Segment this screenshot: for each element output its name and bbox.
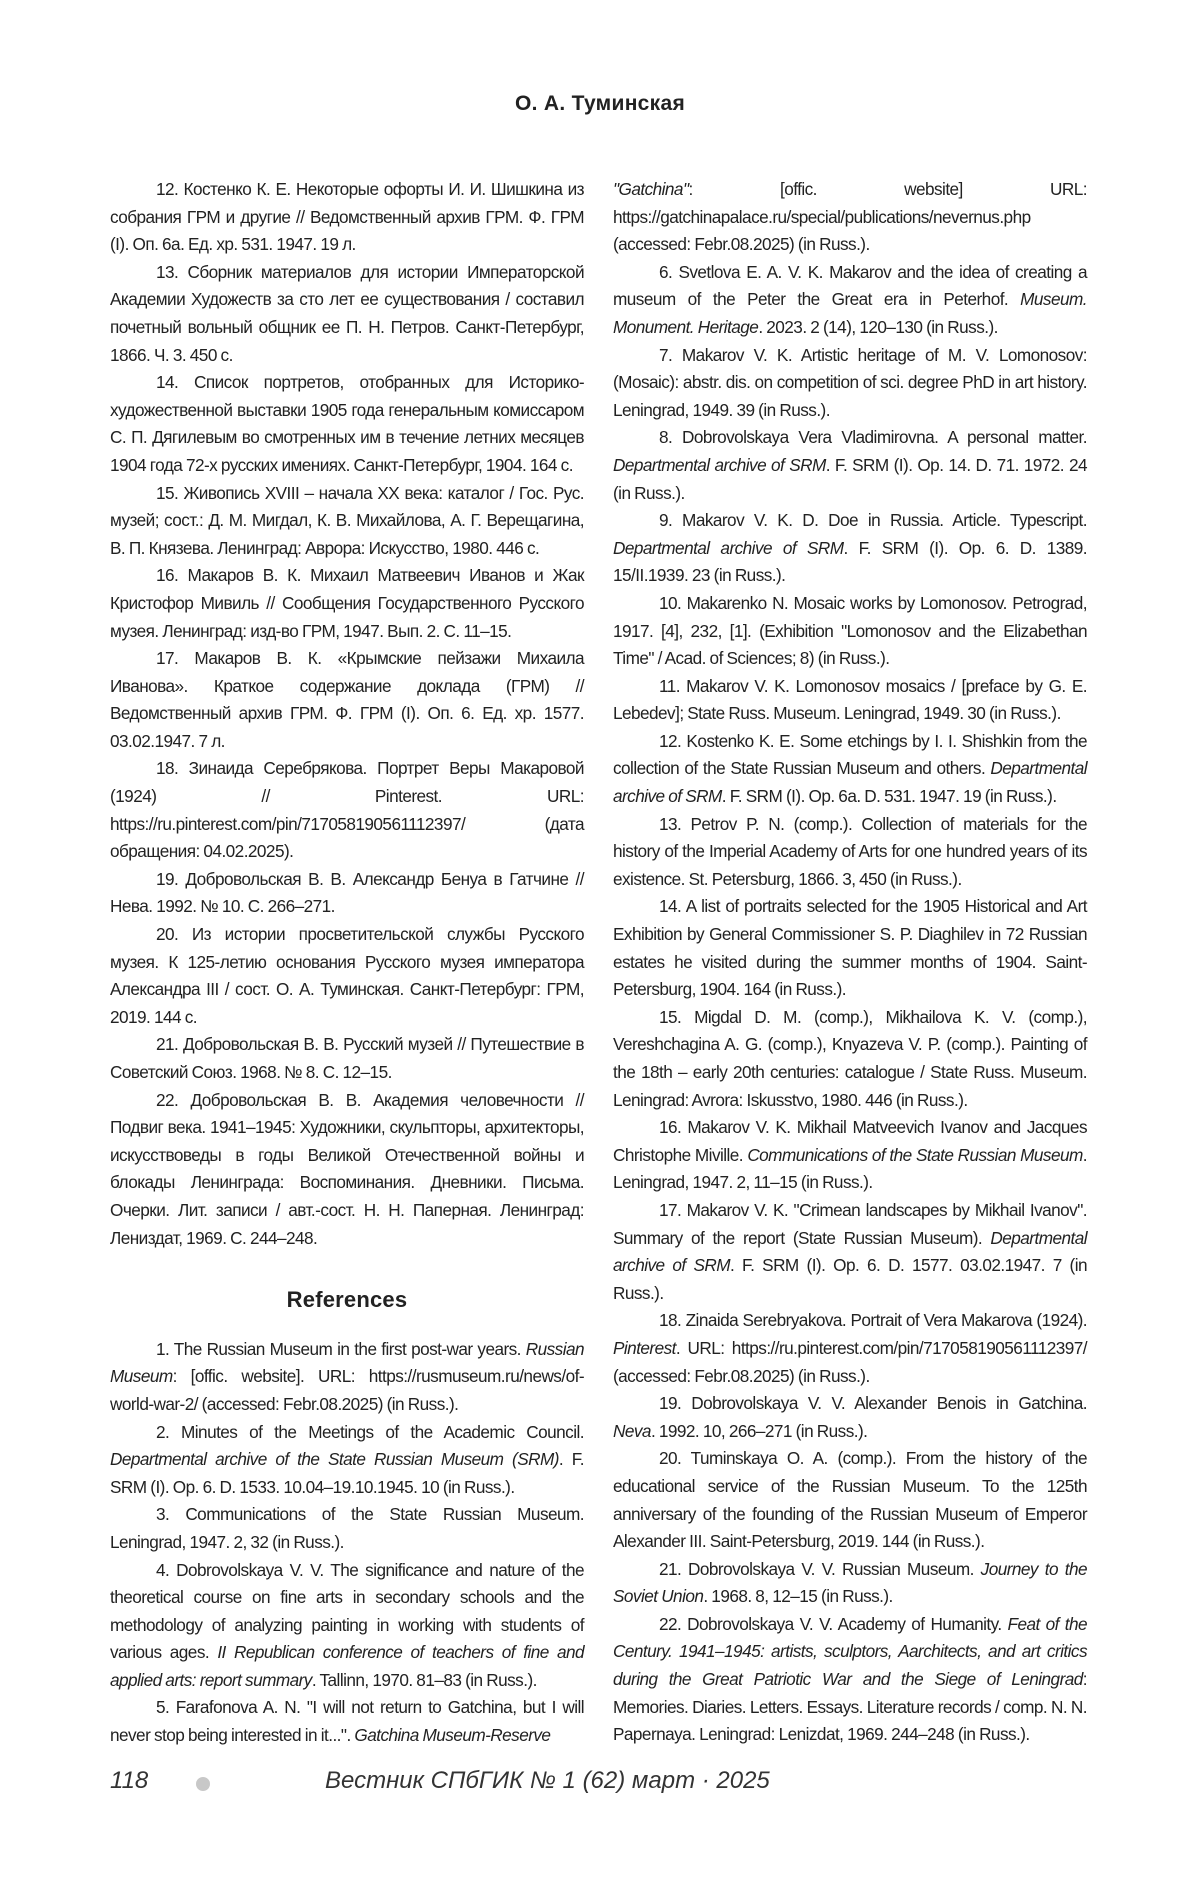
- ref-text: : Memories. Diaries. Letters. Essays. Literature records / comp. N. N. Papernaya. Leningrad: Lenizdat, 1969. 244–248 (in Russ.).: [613, 1669, 1087, 1745]
- reference-item: [110, 1336, 584, 1419]
- ref-source: Journey to the Soviet Union: [613, 1558, 1087, 1607]
- ref-text: 22. Dobrovolskaya V. V. Academy of Humanity.: [659, 1613, 1008, 1634]
- ref-source: Neva: [613, 1420, 651, 1441]
- reference-item: [613, 1004, 1087, 1114]
- ref-text: 6. Svetlova E. A. V. K. Makarov and the idea of creating a museum of the Peter the Great era in Peterhof.: [613, 261, 1087, 310]
- reference-item: [613, 1390, 1087, 1445]
- reference-item: [110, 1419, 584, 1502]
- reference-item: [613, 728, 1087, 811]
- ref-text: 11. Makarov V. K. Lomonosov mosaics / [preface by G. E. Lebedev]; State Russ. Museum. Leningrad, 1949. 30 (in Russ.).: [613, 675, 1087, 724]
- ref-text: . Leningrad, 1947. 2, 11–15 (in Russ.).: [613, 1144, 1087, 1193]
- ref-text: . F. SRM (I). Op. 6. D. 1577. 03.02.1947. 7 (in Russ.).: [613, 1255, 1087, 1303]
- ref-text: 1. The Russian Museum in the first post-war years.: [156, 1338, 526, 1359]
- ref-text: 16. Makarov V. K. Mikhail Matveevich Ivanov and Jacques Christophe Miville.: [613, 1117, 1087, 1165]
- reference-item: [613, 590, 1087, 673]
- ref-source: Departmental archive of SRM: [613, 537, 844, 558]
- reference-item: 19. Добровольская В. В. Александр Бенуа в Гатчине // Нева. 1992. № 10. С. 266–271.: [110, 868, 584, 917]
- references-heading: References: [286, 1287, 408, 1313]
- reference-item: 16. Макаров В. К. Михаил Матвеевич Иванов и Жак Кристофор Мивиль // Сообщения Государственного Русского музея. Ленинград: изд-во ГРМ, 1947. Вып. 2. С. 11–15.: [110, 565, 584, 641]
- reference-item: [110, 1557, 584, 1695]
- reference-item: [110, 1501, 584, 1556]
- ref-text: . 1968. 8, 12–15 (in Russ.).: [703, 1586, 893, 1607]
- ref-text: 7. Makarov V. K. Artistic heritage of M. V. Lomonosov: (Mosaic): abstr. dis. on competition of sci. degree PhD in art history. Leningrad, 1949. 39 (in Russ.).: [613, 344, 1087, 420]
- ref-source: Pinterest: [613, 1337, 676, 1358]
- reference-item: [613, 259, 1087, 342]
- ref-text: . 1992. 10, 266–271 (in Russ.).: [650, 1420, 868, 1441]
- reference-item: [613, 507, 1087, 590]
- reference-continuation: [613, 176, 1087, 259]
- reference-item: [613, 1556, 1087, 1611]
- ref-source: "Gatchina": [613, 179, 689, 199]
- ref-text: . URL: https://ru.pinterest.com/pin/717058190561112397/ (accessed: Febr.08.2025) (in Russ.).: [613, 1337, 1087, 1386]
- ref-source: Departmental archive of SRM: [613, 1227, 1087, 1276]
- ref-text: 19. Dobrovolskaya V. V. Alexander Benois in Gatchina.: [659, 1393, 1087, 1414]
- reference-item: 20. Из истории просветительской службы Русского музея. К 125-летию основания Русского музея императора Александра III / сост. О. А. Туминская. Санкт-Петербург: ГРМ, 2019. 144 с.: [110, 924, 584, 1027]
- reference-item: [613, 811, 1087, 894]
- ref-text: . F. SRM (I). Op. 6a. D. 531. 1947. 19 (in Russ.).: [721, 786, 1057, 807]
- running-header-author: О. А. Туминская: [514, 92, 686, 115]
- ref-source: Departmental archive of the State Russian Museum (SRM): [110, 1449, 559, 1470]
- ref-text: 3. Communications of the State Russian Museum. Leningrad, 1947. 2, 32 (in Russ.).: [110, 1504, 584, 1552]
- reference-item: [613, 424, 1087, 507]
- right-column: [613, 176, 1087, 1749]
- ref-text: 18. Zinaida Serebryakova. Portrait of Vera Makarova (1924).: [659, 1310, 1087, 1331]
- ref-source: Gatchina Museum-Reserve: [354, 1725, 551, 1746]
- ref-source: Departmental archive of SRM: [613, 454, 826, 475]
- reference-item: [613, 893, 1087, 1003]
- ref-text: . F. SRM (I). Op. 6. D. 1389. 15/II.1939. 23 (in Russ.).: [613, 537, 1087, 586]
- ref-text: 12. Kostenko K. E. Some etchings by I. I. Shishkin from the collection of the State Russian Museum and others.: [613, 730, 1087, 779]
- ref-text: 10. Makarenko N. Mosaic works by Lomonosov. Petrograd, 1917. [4], 232, [1]. (Exhibition "Lomonosov and the Elizabethan Time" / Acad. of Sciences; 8) (in Russ.).: [613, 592, 1087, 669]
- ref-text: 2. Minutes of the Meetings of the Academic Council.: [156, 1421, 584, 1442]
- ref-source: Feat of the Century. 1941–1945: artists, sculptors, Aarchitects, and art critics during the Great Patriotic War and the Siege of Leningrad: [613, 1613, 1087, 1690]
- ref-text: 14. A list of portraits selected for the 1905 Historical and Art Exhibition by General Commissioner S. P. Diaghilev in 72 Russian estates he visited during the summer months of 1904. Saint-Petersburg, 1904. 164 (in Russ.).: [613, 896, 1087, 1000]
- reference-item: [613, 1611, 1087, 1749]
- reference-item: 14. Список портретов, отобранных для Историко-художественной выставки 1905 года генеральным комиссаром С. П. Дягилевым во смотренных им в течение летних месяцев 1904 года 72-х русских имениях. Санкт-Петербург, 1904. 164 с.: [110, 372, 584, 475]
- ref-text: 17. Makarov V. K. "Crimean landscapes by Mikhail Ivanov". Summary of the report (State Russian Museum).: [613, 1199, 1087, 1248]
- reference-item: 12. Костенко К. Е. Некоторые офорты И. И. Шишкина из собрания ГРМ и другие // Ведомственный архив ГРМ. Ф. ГРМ (I). Оп. 6а. Ед. хр. 531. 1947. 19 л.: [110, 179, 584, 255]
- ref-text: : [offic. website]. URL: https://rusmuseum.ru/news/of-world-war-2/ (accessed: Febr.08.2025) (in Russ.).: [110, 1366, 584, 1414]
- ref-text: 4. Dobrovolskaya V. V. The significance and nature of the theoretical course on fine arts in secondary schools and the methodology of analyzing painting in working with students of various ages.: [110, 1559, 584, 1663]
- ref-source: Communications of the State Russian Museum: [747, 1144, 1083, 1165]
- reference-item: [613, 1307, 1087, 1390]
- ref-text: 5. Farafonova A. N. "I will not return to Gatchina, but I will never stop being interested in it...".: [110, 1697, 584, 1746]
- reference-item: [613, 1197, 1087, 1307]
- ref-text: . Tallinn, 1970. 81–83 (in Russ.).: [311, 1669, 537, 1690]
- reference-item: 18. Зинаида Серебрякова. Портрет Веры Макаровой (1924) // Pinterest. URL: https://ru.pinterest.com/pin/717058190561112397/ (дата обращения: 04.02.2025).: [110, 758, 584, 862]
- ref-text: 8. Dobrovolskaya Vera Vladimirovna. A personal matter.: [659, 427, 1087, 448]
- ref-text: 9. Makarov V. K. D. Doe in Russia. Article. Typescript.: [659, 510, 1087, 531]
- reference-item: [613, 673, 1087, 728]
- reference-item: [613, 342, 1087, 425]
- reference-item: [613, 1445, 1087, 1555]
- ref-text: 15. Migdal D. M. (comp.), Mikhailova K. V. (comp.), Vereshchagina A. G. (comp.), Knyazeva V. P. (comp.). Painting of the 18th – early 20th centuries: catalogue / State Russ. Museum. Leningrad: Avrora: Iskusstvo, 1980. 446 (in Russ.).: [613, 1006, 1087, 1110]
- ref-text: . F. SRM (I). Op. 14. D. 71. 1972. 24 (in Russ.).: [613, 454, 1087, 503]
- reference-item: [613, 1114, 1087, 1197]
- ref-source: Russian Museum: [110, 1338, 584, 1387]
- reference-item: 15. Живопись XVIII – начала XX века: каталог / Гос. Рус. музей; сост.: Д. М. Мигдал, К. В. Михайлова, А. Г. Верещагина, В. П. Князева. Ленинград: Аврора: Искусство, 1980. 446 с.: [110, 482, 584, 558]
- ref-source: Departmental archive of SRM: [613, 758, 1087, 807]
- ref-text: : [offic. website] URL: https://gatchinapalace.ru/special/publications/nevernus.php (accessed: Febr.08.2025) (in Russ.).: [613, 179, 1087, 255]
- ref-source: II Republican conference of teachers of fine and applied arts: report summary: [110, 1642, 584, 1690]
- ref-text: 13. Petrov P. N. (comp.). Collection of materials for the history of the Imperial Academy of Arts for one hundred years of its existence. St. Petersburg, 1866. 3, 450 (in Russ.).: [613, 813, 1087, 889]
- ref-text: 20. Tuminskaya O. A. (comp.). From the history of the educational service of the Russian Museum. To the 125th anniversary of the founding of the Russian Museum of Emperor Alexander III. Saint-Petersburg, 2019. 144 (in Russ.).: [613, 1448, 1087, 1552]
- reference-item: 13. Сборник материалов для истории Императорской Академии Художеств за сто лет ее существования / составил почетный вольный общник ее П. Н. Петров. Санкт-Петербург, 1866. Ч. 3. 450 с.: [110, 261, 584, 365]
- ref-text: . 2023. 2 (14), 120–130 (in Russ.).: [758, 316, 998, 337]
- reference-item: [110, 1694, 584, 1749]
- ref-text: 21. Dobrovolskaya V. V. Russian Museum.: [659, 1558, 981, 1579]
- bullet-dot-icon: [196, 1777, 210, 1791]
- reference-item: 21. Добровольская В. В. Русский музей // Путешествие в Советский Союз. 1968. № 8. С. 12–15.: [110, 1034, 584, 1082]
- page-number: 118: [110, 1767, 149, 1794]
- page-footer: [110, 1767, 1110, 1807]
- left-column: [110, 176, 584, 1750]
- reference-item: 17. Макаров В. К. «Крымские пейзажи Михаила Иванова». Краткое содержание доклада (ГРМ) // Ведомственный архив ГРМ. Ф. ГРМ (I). Оп. 6. Ед. хр. 1577. 03.02.1947. 7 л.: [110, 648, 584, 751]
- ref-text: . F. SRM (I). Op. 6. D. 1533. 10.04–19.10.1945. 10 (in Russ.).: [110, 1449, 585, 1497]
- ref-source: Museum. Monument. Heritage: [613, 289, 1087, 337]
- reference-item: 22. Добровольская В. В. Академия человечности // Подвиг века. 1941–1945: Художники, скульпторы, архитекторы, искусствоведы в годы Великой Отечественной войны и блокады Ленинграда: Воспоминания. Дневники. Письма. Очерки. Лит. записи / авт.-сост. Н. Н. Паперная. Ленинград: Лениздат, 1969. С. 244–248.: [110, 1089, 584, 1248]
- journal-title: Вестник СПбГИК № 1 (62) март · 2025: [325, 1767, 770, 1794]
